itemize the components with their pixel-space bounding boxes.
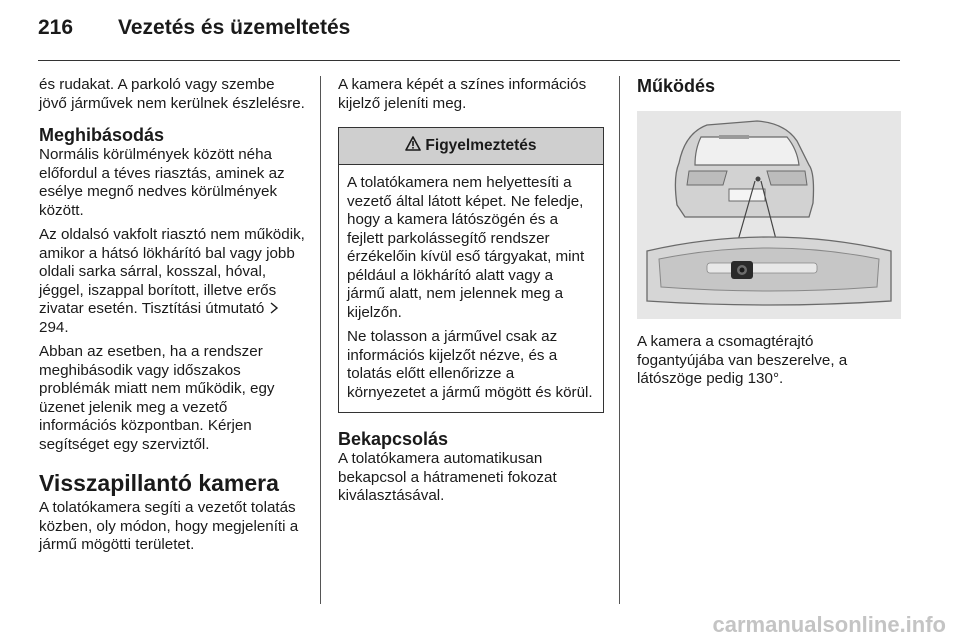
warning-triangle-icon: [405, 136, 421, 157]
display-paragraph: A kamera képét a színes információs kijelző jeleníti meg.: [338, 76, 587, 112]
warning-box: [338, 127, 604, 413]
page-number: 216: [38, 16, 74, 39]
warning-title: Figyelmeztetés: [425, 136, 537, 154]
warning-header: [339, 128, 603, 165]
intro-paragraph: és rudakat. A parkoló vagy szembe jövő járművek nem kerülnek észlelésre.: [39, 76, 305, 112]
arrow-reference-icon: [269, 300, 279, 317]
camera-heading: Visszapillantó kamera: [39, 470, 279, 496]
operation-paragraph: A kamera a csomagtérajtó fogantyújába van beszerelve, a látószöge pedig 130°.: [637, 333, 848, 387]
chapter-title: Vezetés és üzemeltetés: [118, 16, 351, 39]
warning-body: [339, 165, 603, 412]
page-reference[interactable]: 294.: [39, 318, 69, 336]
watermark: carmanualsonline.info: [712, 612, 946, 637]
fault-heading: Meghibásodás: [39, 125, 165, 145]
warning-paragraph-1: A tolatókamera nem helyettesíti a vezető által látott képet. Ne feledje, hogy a kamera látószögén és a fejlett parkolássegítő rendszer érzékelőin kívül eső tárgyakat, mint például a lökhárító alatt vagy a jármű alatt, nem jelennek meg a kijelzőn.: [347, 174, 585, 321]
camera-paragraph: A tolatókamera segíti a vezetőt tolatás közben, oly módon, hogy megjeleníti a jármű mögötti területet.: [39, 499, 299, 553]
header-divider: [38, 60, 900, 61]
rear-camera-illustration: [637, 111, 901, 319]
operation-heading: Működés: [637, 76, 716, 96]
fault-paragraph-1: Normális körülmények között néha előfordul a téves riasztás, aminek az esélye megnő nedves körülmények között.: [39, 146, 285, 219]
column-left: [39, 76, 305, 561]
warning-paragraph-2: Ne tolasson a járművel csak az információs kijelzőt nézve, és a tolatás előtt ellenőrizze a környezetet a jármű mögött és körül.: [347, 328, 593, 401]
column-divider-2: [619, 76, 620, 604]
fault-paragraph-2-text: Az oldalsó vakfolt riasztó nem működik, amikor a hátsó lökhárító bal vagy jobb oldali sarka sárral, kosszal, hóval, jéggel, iszappal borított, illetve erős zivatar esetén. Tisztítási útmutató: [39, 226, 305, 317]
switch-on-paragraph: A tolatókamera automatikusan bekapcsol a hátrameneti fokozat kiválasztásával.: [338, 450, 557, 504]
column-middle: [338, 76, 604, 512]
switch-on-heading: Bekapcsolás: [338, 429, 449, 449]
fault-paragraph-3: Abban az esetben, ha a rendszer meghibásodik vagy időszakos problémák miatt nem működik, egy üzenet jelenik meg a vezető információs központban. Kérjen segítséget egy szerviztől.: [39, 343, 275, 453]
fault-paragraph-2: [39, 226, 305, 337]
column-right: [637, 76, 903, 395]
column-divider-1: [320, 76, 321, 604]
